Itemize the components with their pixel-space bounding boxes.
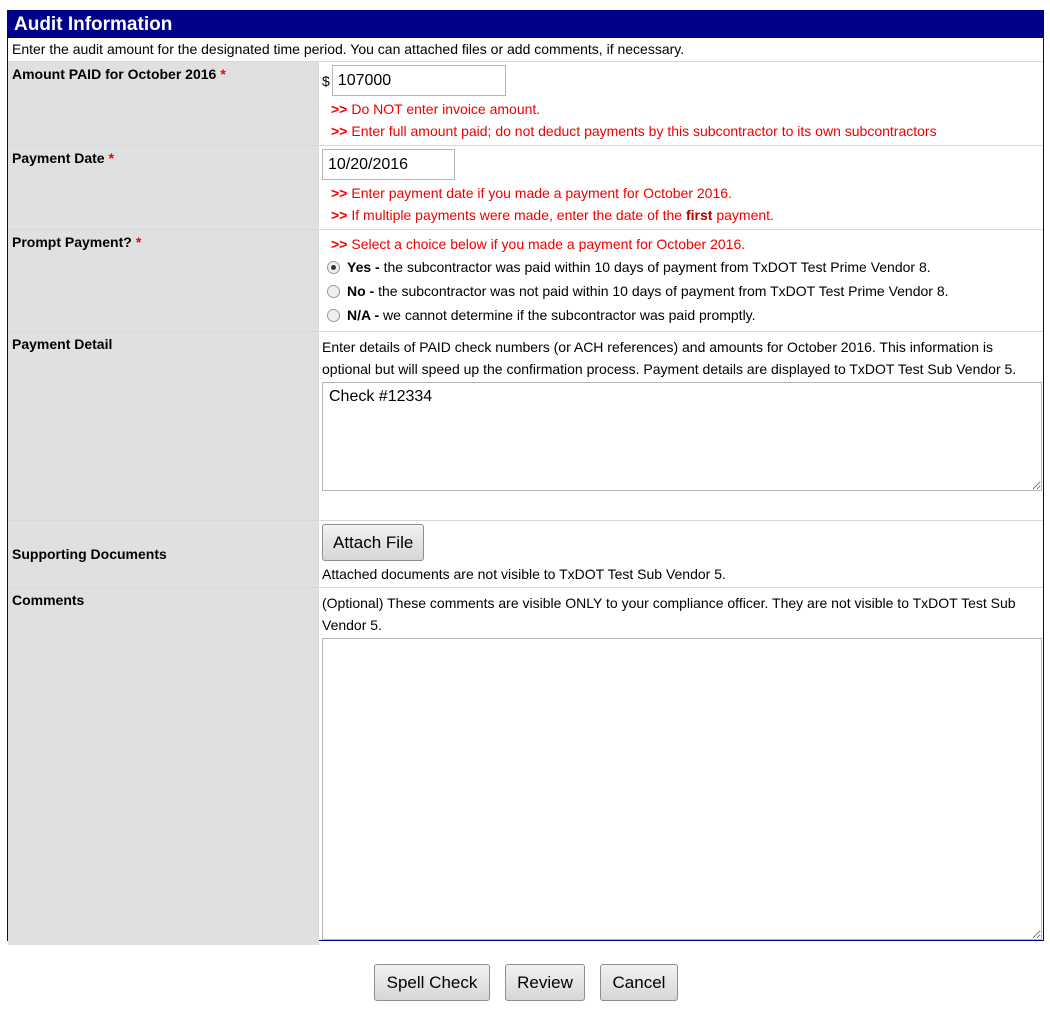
supporting-documents-row [8, 521, 1043, 588]
comments-textarea[interactable] [322, 638, 1042, 940]
spell-check-button[interactable]: Spell Check [374, 964, 490, 1001]
required-marker: * [220, 66, 226, 82]
comments-label-cell [8, 588, 319, 945]
prompt-payment-row [8, 230, 1043, 332]
comments-row [8, 588, 1043, 945]
comments-label: Comments [12, 592, 85, 608]
payment-date-hint-2: >> If multiple payments were made, enter the date of the first payment. [331, 207, 774, 223]
payment-date-row [8, 146, 1043, 230]
payment-date-label-cell [8, 146, 319, 229]
currency-symbol: $ [322, 72, 330, 89]
payment-detail-label-cell [8, 332, 319, 520]
payment-date-input[interactable] [322, 149, 455, 180]
prompt-payment-field-cell [319, 230, 1043, 331]
amount-label: Amount PAID for October 2016 [12, 66, 217, 82]
supporting-documents-label-cell [8, 521, 319, 587]
payment-date-label: Payment Date [12, 150, 105, 166]
form-actions [0, 964, 1050, 1002]
amount-field-cell [319, 62, 1043, 145]
supporting-documents-label: Supporting Documents [12, 546, 167, 562]
amount-hint-2: >> Enter full amount paid; do not deduct payments by this subcontractor to its own subcontractors [331, 123, 937, 139]
prompt-payment-option-no[interactable]: No - the subcontractor was not paid within 10 days of payment from TxDOT Test Prime Vendor 8. [322, 279, 1043, 303]
cancel-button[interactable]: Cancel [600, 964, 678, 1001]
radio-yes[interactable] [327, 261, 340, 274]
payment-detail-row [8, 332, 1043, 521]
prompt-payment-label: Prompt Payment? [12, 234, 132, 250]
amount-hint-1: >> Do NOT enter invoice amount. [331, 101, 541, 117]
attached-documents-note: Attached documents are not visible to TxDOT Test Sub Vendor 5. [322, 566, 726, 582]
payment-detail-label: Payment Detail [12, 336, 113, 352]
attach-file-button[interactable]: Attach File [322, 524, 424, 561]
payment-date-field-cell [319, 146, 1043, 229]
prompt-payment-hint: >> Select a choice below if you made a payment for October 2016. [331, 236, 746, 252]
amount-row [8, 62, 1043, 146]
payment-detail-description: Enter details of PAID check numbers (or ACH references) and amounts for October 2016. This information is optional but will speed up the confirmation process. Payment details are displayed to TxDOT Test Sub Vendor 5. [322, 339, 1017, 377]
prompt-payment-option-na[interactable]: N/A - we cannot determine if the subcontractor was paid promptly. [322, 303, 1043, 327]
review-button[interactable]: Review [505, 964, 585, 1001]
prompt-payment-option-yes[interactable]: Yes - the subcontractor was paid within 10 days of payment from TxDOT Test Prime Vendor 8. [322, 255, 1043, 279]
amount-label-cell [8, 62, 319, 145]
required-marker: * [135, 234, 142, 250]
audit-information-panel [7, 10, 1044, 941]
radio-na[interactable] [327, 309, 340, 322]
panel-title: Audit Information [8, 11, 1043, 38]
panel-intro: Enter the audit amount for the designated time period. You can attached files or add comments, if necessary. [8, 38, 1043, 62]
comments-description: (Optional) These comments are visible ONLY to your compliance officer. They are not visible to TxDOT Test Sub Vendor 5. [322, 595, 1016, 633]
amount-paid-input[interactable] [332, 65, 506, 96]
required-marker: * [108, 150, 115, 166]
comments-field-cell [319, 588, 1043, 945]
prompt-payment-label-cell [8, 230, 319, 331]
payment-detail-textarea[interactable] [322, 382, 1042, 491]
payment-detail-field-cell [319, 332, 1043, 520]
payment-date-hint-1: >> Enter payment date if you made a payment for October 2016. [331, 185, 732, 201]
radio-no[interactable] [327, 285, 340, 298]
supporting-documents-field-cell [319, 521, 1043, 587]
